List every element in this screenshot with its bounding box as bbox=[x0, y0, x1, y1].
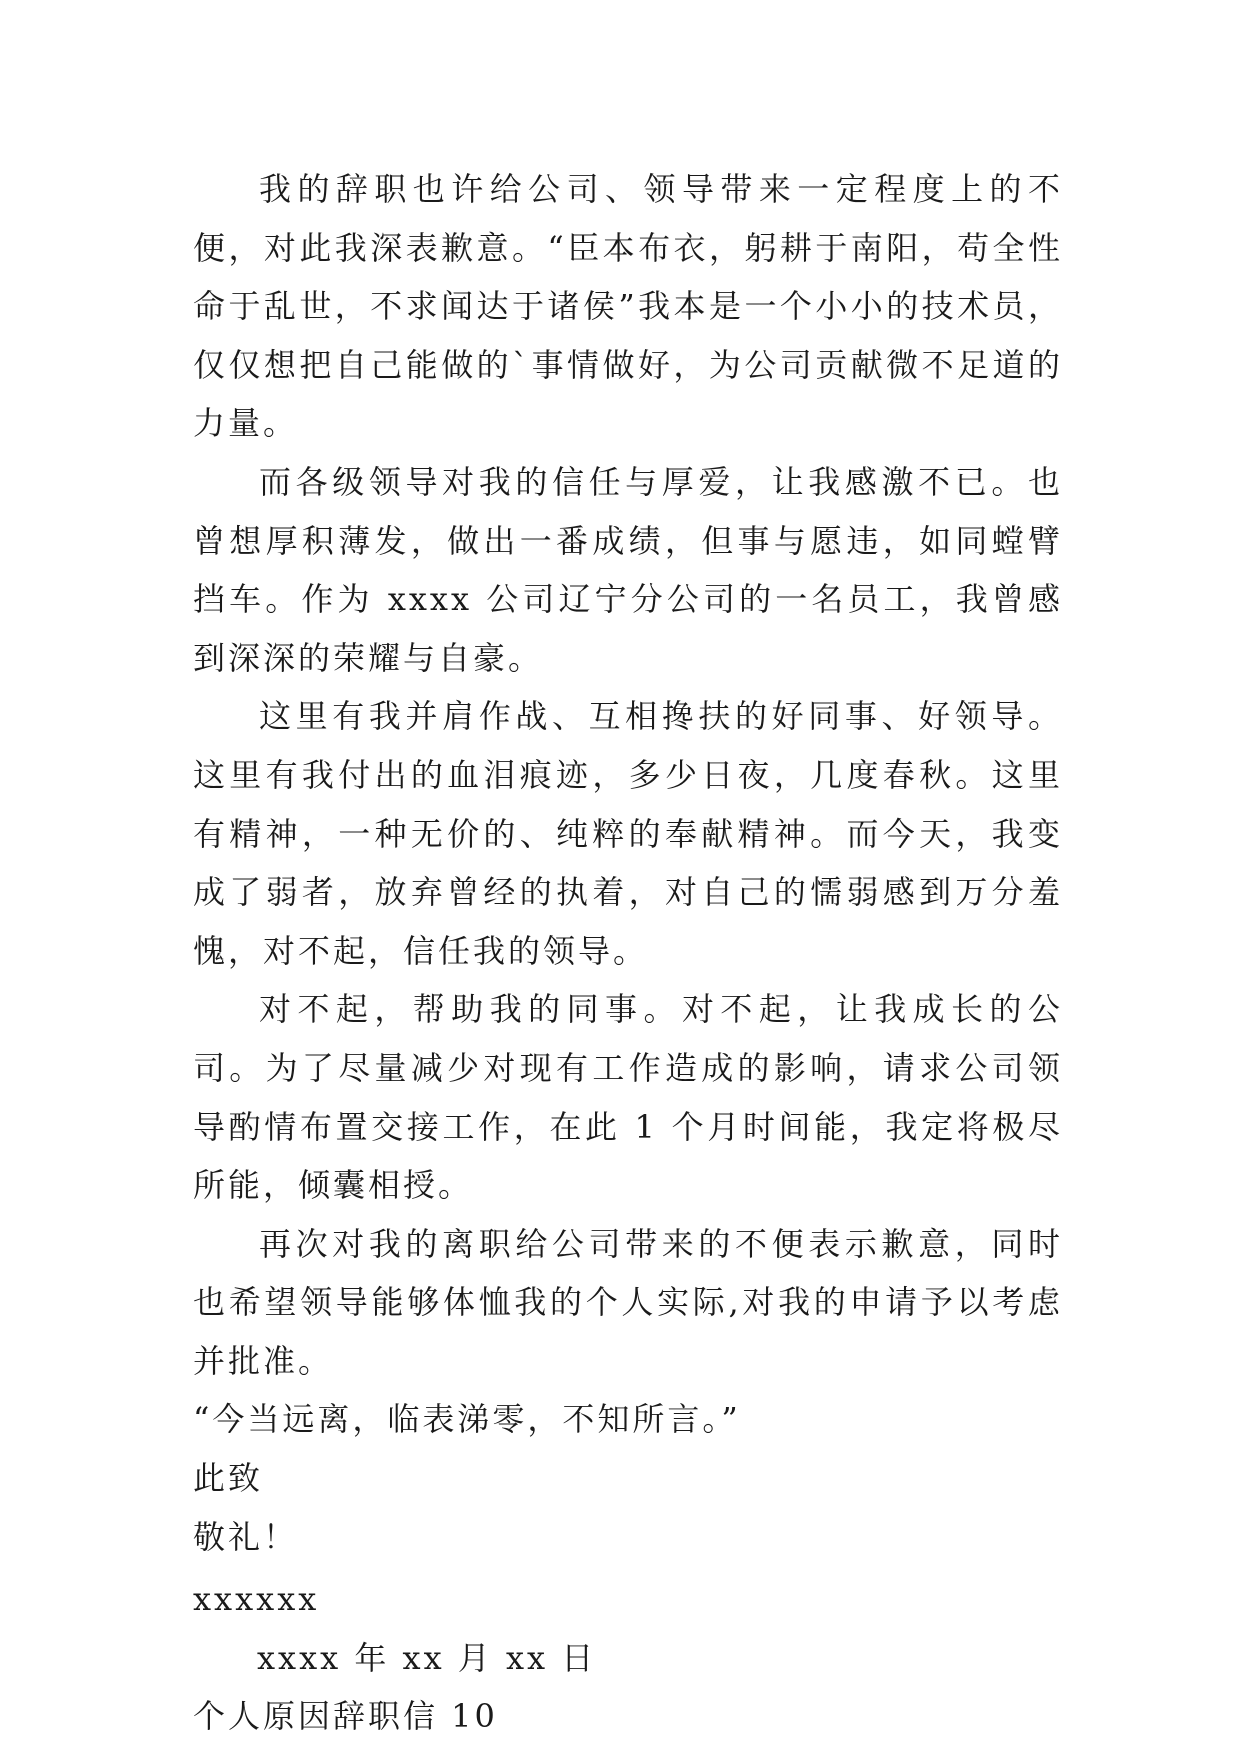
signature: xxxxxx bbox=[193, 1580, 320, 1619]
quote-line: “今当远离，临表涕零，不知所言。” bbox=[193, 1400, 741, 1439]
paragraph-3: 这里有我并肩作战、互相搀扶的好同事、好领导。这里有我付出的血泪痕迹，多少日夜，几度春秋。这里有精神，一种无价的、纯粹的奉献精神。而今天，我变成了弱者，放弃曾经的执着，对自己的懦弱感到万分羞愧，对不起，信任我的领导。 bbox=[193, 697, 1063, 970]
paragraph-1: 我的辞职也许给公司、领导带来一定程度上的不便，对此我深表歉意。“臣本布衣，躬耕于南阳，苟全性命于乱世，不求闻达于诸侯”我本是一个小小的技术员，仅仅想把自己能做的`事情做好，为公司贡献微不足道的力量。 bbox=[193, 170, 1063, 443]
closing: 此致 bbox=[193, 1459, 264, 1498]
date: xxxx 年 xx 月 xx 日 bbox=[257, 1638, 597, 1677]
paragraph-2: 而各级领导对我的信任与厚爱，让我感激不已。也曾想厚积薄发，做出一番成绩，但事与愿违，如同螳臂挡车。作为 xxxx 公司辽宁分公司的一名员工，我曾感到深深的荣耀与自豪。 bbox=[193, 462, 1063, 677]
salutation: 敬礼！ bbox=[193, 1517, 299, 1556]
paragraph-4: 对不起，帮助我的同事。对不起，让我成长的公司。为了尽量减少对现有工作造成的影响，请求公司领导酌情布置交接工作，在此 1 个月时间能，我定将极尽所能，倾囊相授。 bbox=[193, 990, 1063, 1205]
paragraph-5: 再次对我的离职给公司带来的不便表示歉意，同时也希望领导能够体恤我的个人实际,对我的申请予以考虑并批准。 bbox=[193, 1224, 1063, 1380]
letter-body bbox=[193, 160, 1063, 1746]
next-letter-title: 个人原因辞职信 10 bbox=[193, 1697, 498, 1736]
